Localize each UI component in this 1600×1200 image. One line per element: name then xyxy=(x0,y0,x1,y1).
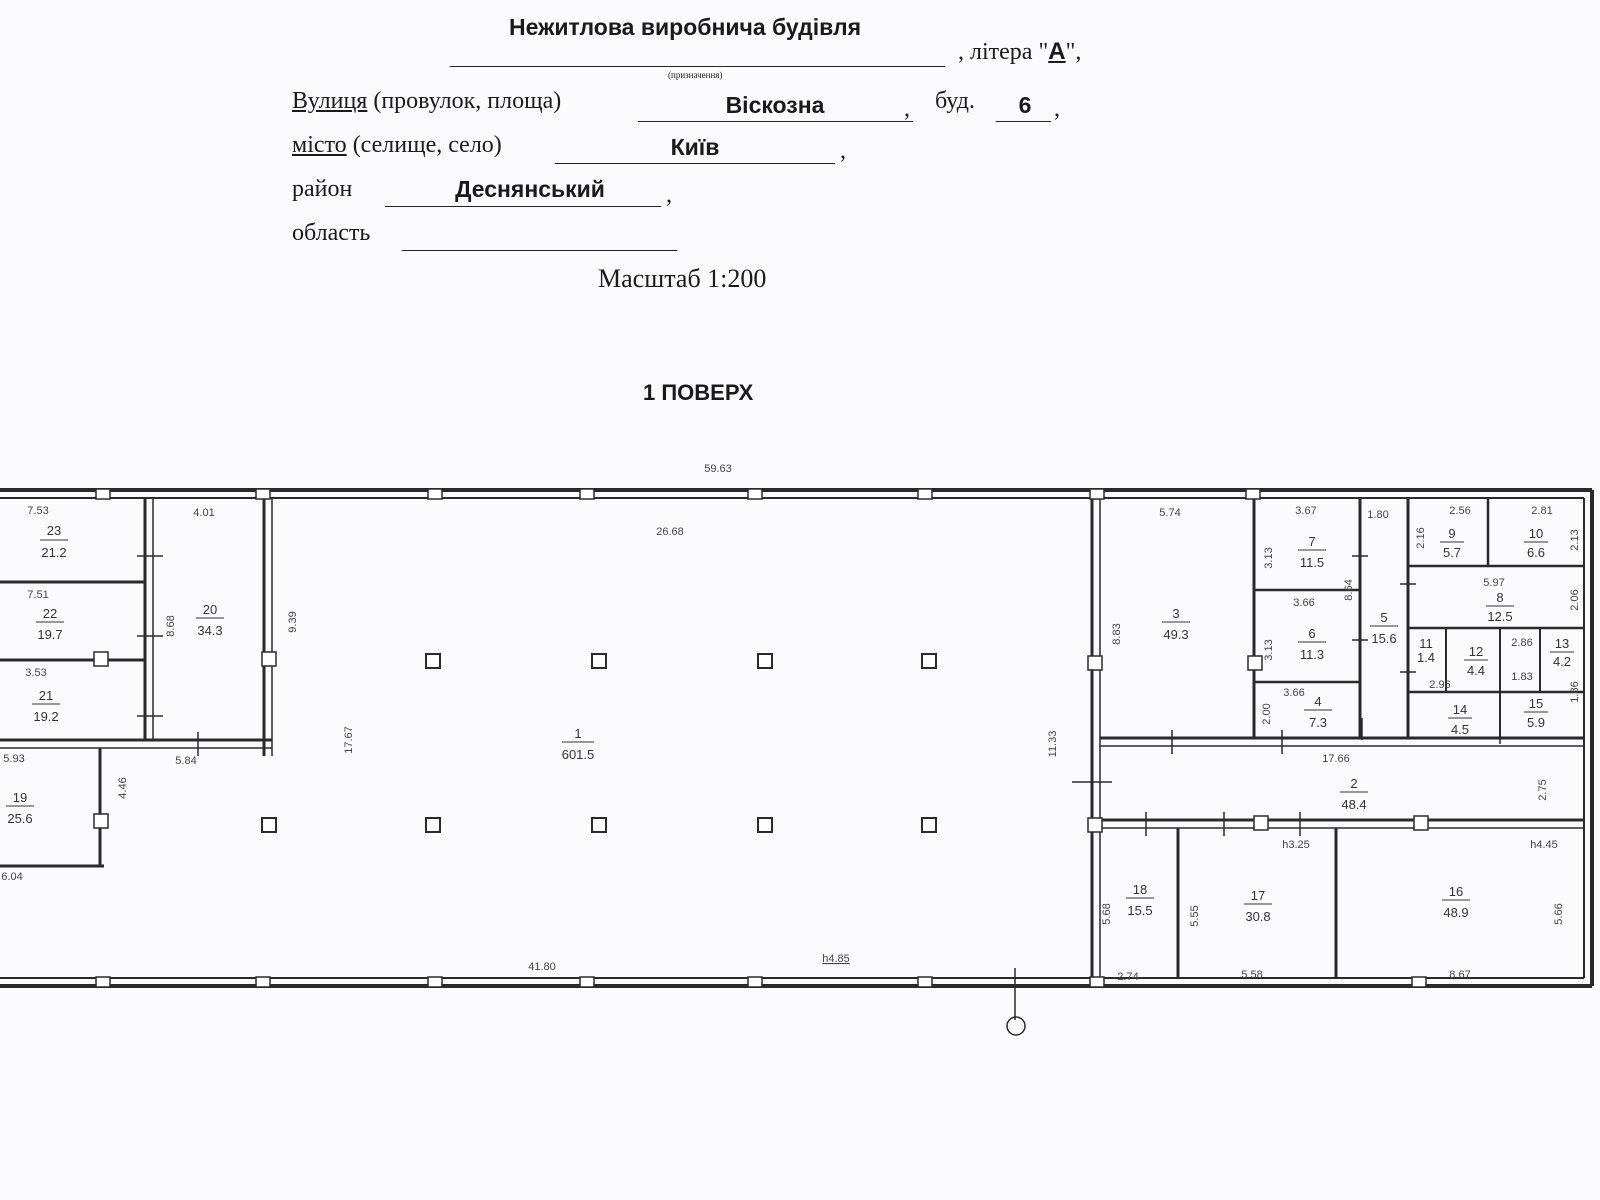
dim-r9-w: 2.56 xyxy=(1449,505,1471,517)
dim-r18-h: 5.68 xyxy=(1101,903,1113,925)
room-15-area: 5.9 xyxy=(1526,715,1546,730)
room-22-area: 19.7 xyxy=(37,627,63,642)
room-17-area: 30.8 xyxy=(1245,909,1271,924)
room-5-num: 5 xyxy=(1380,610,1388,625)
dim-top-overall: 59.63 xyxy=(704,463,732,475)
dim-r20-w: 4.01 xyxy=(193,507,215,519)
dim-r5-h: 8.64 xyxy=(1343,579,1355,601)
dim-hall-h: 17.67 xyxy=(343,726,355,754)
dim-r17-hh: h3.25 xyxy=(1282,839,1310,851)
room-9-area: 5.7 xyxy=(1442,545,1462,560)
room-21-num: 21 xyxy=(38,688,54,703)
dim-r6-h: 3.13 xyxy=(1263,639,1275,661)
room-20-num: 20 xyxy=(202,602,218,617)
walls xyxy=(0,490,1592,986)
room-16-num: 16 xyxy=(1448,884,1464,899)
dim-r20-h: 8.68 xyxy=(165,615,177,637)
dim-r14-h: 1.83 xyxy=(1511,671,1533,683)
dim-r10-h: 2.13 xyxy=(1569,529,1581,551)
room-18-num: 18 xyxy=(1132,882,1148,897)
dim-r18-b: 2.74 xyxy=(1117,971,1139,983)
room-6-area: 11.3 xyxy=(1299,647,1325,662)
room-10-area: 6.6 xyxy=(1526,545,1546,560)
district-label: район xyxy=(292,176,353,202)
dim-r9-h: 2.16 xyxy=(1415,527,1427,549)
room-12-area: 4.4 xyxy=(1466,663,1486,678)
dim-r20-b: 5.84 xyxy=(175,755,197,767)
dim-r8-w: 5.97 xyxy=(1483,577,1505,589)
room-4-num: 4 xyxy=(1314,694,1322,709)
dim-r16-h: 5.66 xyxy=(1553,903,1565,925)
dim-r3-h: 8.83 xyxy=(1111,623,1123,645)
dimension-labels xyxy=(1,463,1581,983)
dim-hall-right-h: 11.33 xyxy=(1047,730,1059,758)
dim-r15-h: 1.86 xyxy=(1569,681,1581,703)
dim-r6-w: 3.66 xyxy=(1293,597,1315,609)
house-comma: , xyxy=(1054,96,1060,122)
room-1-area: 601.5 xyxy=(561,747,595,762)
dim-r19-h: 4.46 xyxy=(117,777,129,799)
room-13-num: 13 xyxy=(1554,636,1570,651)
street-label: Вулиця xyxy=(292,88,368,114)
room-16-area: 48.9 xyxy=(1443,905,1469,920)
entrance-marker xyxy=(1007,1017,1025,1035)
district-value: Деснянський xyxy=(455,176,605,202)
dim-r7-w: 3.67 xyxy=(1295,505,1317,517)
room-labels xyxy=(6,523,1574,927)
dim-r10-w: 2.81 xyxy=(1531,505,1553,517)
dim-r17-b: 5.58 xyxy=(1241,969,1263,981)
room-20-area: 34.3 xyxy=(197,623,223,638)
dim-r19-w: 5.93 xyxy=(3,753,25,765)
litera-suffix: ", xyxy=(1065,39,1082,65)
dim-r16-hh: h4.45 xyxy=(1530,839,1558,851)
dim-r22-w: 7.51 xyxy=(27,589,49,601)
room-14-area: 4.5 xyxy=(1450,722,1470,737)
dim-r20-side: 9.39 xyxy=(287,611,299,633)
door-ticks xyxy=(137,556,1500,1020)
room-8-num: 8 xyxy=(1496,590,1504,605)
room-4-area: 7.3 xyxy=(1308,715,1328,730)
room-7-area: 11.5 xyxy=(1299,555,1325,570)
room-23-area: 21.2 xyxy=(41,545,67,560)
room-13-area: 4.2 xyxy=(1552,654,1572,669)
dim-r4-w: 3.66 xyxy=(1283,687,1305,699)
dim-r4-h: 2.00 xyxy=(1261,703,1273,725)
region-label: область xyxy=(292,220,371,246)
dim-r3-w: 5.74 xyxy=(1159,507,1181,519)
dim-r2-h: 2.75 xyxy=(1537,779,1549,801)
dim-r8-h: 2.06 xyxy=(1569,589,1581,611)
room-11-area: 1.4 xyxy=(1416,650,1436,665)
dim-bottom-left: 41.80 xyxy=(528,961,556,973)
room-6-num: 6 xyxy=(1308,626,1316,641)
litera-value: А xyxy=(1048,38,1066,65)
house-value: 6 xyxy=(1018,92,1032,118)
room-9-num: 9 xyxy=(1448,526,1456,541)
dim-r5-w: 1.80 xyxy=(1367,509,1389,521)
purpose-value: Нежитлова виробнича будівля xyxy=(508,14,861,40)
room-23-num: 23 xyxy=(46,523,62,538)
litera-prefix: , літера " xyxy=(958,39,1049,65)
room-8-area: 12.5 xyxy=(1487,609,1513,624)
purpose-caption: (призначення) xyxy=(668,70,723,80)
city-hint: (селище, село) xyxy=(346,132,502,158)
dim-r7-h: 3.13 xyxy=(1263,547,1275,569)
dim-hall-width: 26.68 xyxy=(656,526,684,538)
district-comma: , xyxy=(666,182,672,208)
room-7-num: 7 xyxy=(1308,534,1316,549)
room-18-area: 15.5 xyxy=(1127,903,1153,918)
dim-r23-w: 7.53 xyxy=(27,505,49,517)
street-hint: (провулок, площа) xyxy=(367,88,562,114)
room-19-num: 19 xyxy=(12,790,28,805)
room-2-area: 48.4 xyxy=(1341,797,1367,812)
dim-r13-w: 2.86 xyxy=(1511,637,1533,649)
room-19-area: 25.6 xyxy=(7,811,33,826)
room-3-area: 49.3 xyxy=(1163,627,1189,642)
room-5-area: 15.6 xyxy=(1371,631,1397,646)
dim-r21-w: 3.53 xyxy=(25,667,47,679)
dim-r17-h: 5.55 xyxy=(1189,905,1201,927)
dim-r2-w: 17.66 xyxy=(1322,753,1350,765)
room-3-num: 3 xyxy=(1172,606,1180,621)
city-value: Київ xyxy=(670,134,720,160)
room-22-num: 22 xyxy=(42,606,58,621)
scale-label: Масштаб 1:200 xyxy=(598,264,767,293)
city-comma: , xyxy=(840,138,846,164)
room-17-num: 17 xyxy=(1250,888,1266,903)
room-10-num: 10 xyxy=(1528,526,1544,541)
street-value: Віскозна xyxy=(725,92,825,118)
floor-title: 1 ПОВЕРХ xyxy=(643,380,754,405)
dim-r16-b: 8.67 xyxy=(1449,969,1471,981)
columns xyxy=(262,654,936,832)
room-1-num: 1 xyxy=(574,726,582,741)
city-label: місто xyxy=(292,132,347,158)
dim-left-bottom: 6.04 xyxy=(1,871,23,883)
room-14-num: 14 xyxy=(1452,702,1468,717)
room-2-num: 2 xyxy=(1350,776,1358,791)
street-comma: , xyxy=(904,96,910,122)
dim-r12-w: 2.96 xyxy=(1429,679,1451,691)
house-label: буд. xyxy=(935,88,975,114)
dim-h-label: h4.85 xyxy=(822,953,850,965)
room-12-num: 12 xyxy=(1468,644,1484,659)
room-21-area: 19.2 xyxy=(33,709,59,724)
room-11-num: 11 xyxy=(1419,636,1433,651)
room-15-num: 15 xyxy=(1528,696,1544,711)
